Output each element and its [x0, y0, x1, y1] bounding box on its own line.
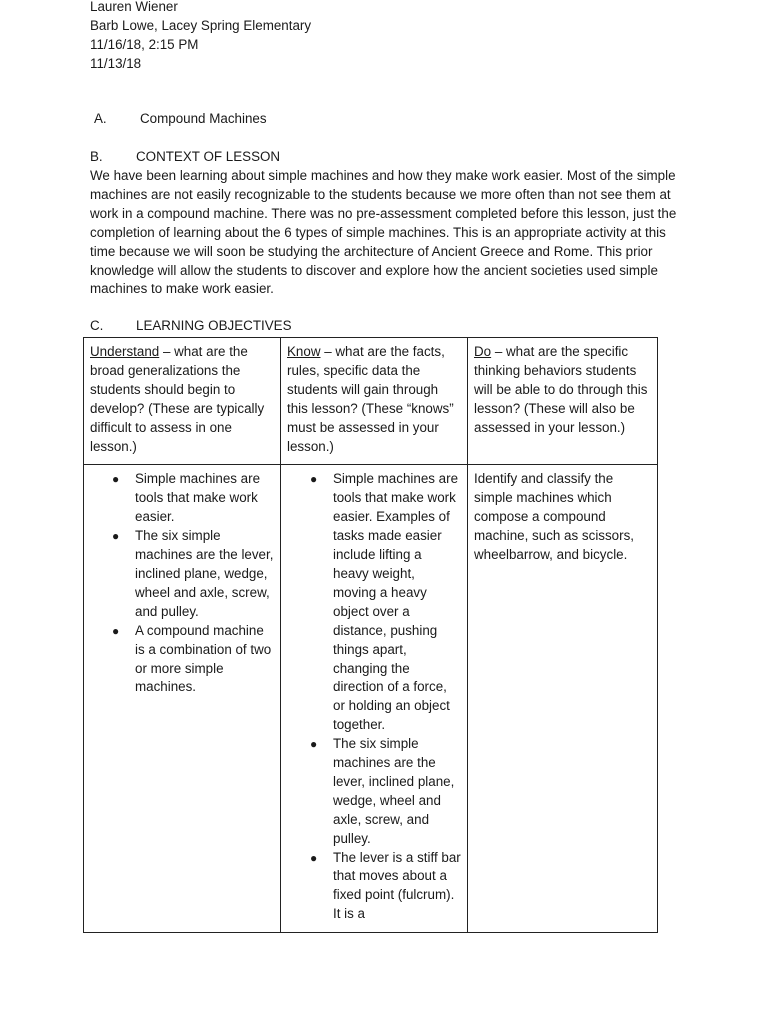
- section-c-letter: C.: [90, 318, 104, 333]
- list-item: ● A compound machine is a combination of two or more simple machines.: [112, 622, 272, 695]
- submission-date: 11/13/18: [90, 55, 142, 71]
- do-prompt: – what are the specific thinking behaviors students will be able to do through this lesson? (These will also be assessed in your lesson.): [474, 344, 648, 435]
- context-heading: CONTEXT OF LESSON: [136, 149, 281, 164]
- know-cell: [281, 465, 468, 933]
- bullet-icon: ●: [310, 737, 318, 752]
- bullet-icon: ●: [310, 472, 318, 487]
- lesson-title: Compound Machines: [140, 111, 267, 126]
- section-a-letter: A.: [94, 111, 107, 126]
- mentor-school: Barb Lowe, Lacey Spring Elementary: [90, 17, 312, 33]
- do-term: Do: [474, 344, 492, 359]
- understand-list: [90, 470, 274, 697]
- section-c-heading: [90, 317, 690, 336]
- section-a-heading: [94, 110, 694, 129]
- table-header-row: [84, 338, 658, 465]
- bullet-icon: ●: [112, 529, 120, 544]
- document-header: [90, 0, 690, 74]
- understand-prompt: – what are the broad generalizations the students should begin to develop? (These are typically difficult to assess in one lesson.): [90, 344, 265, 454]
- do-cell: Identify and classify the simple machines which compose a compound machine, such as scissors, wheelbarrow, and bicycle.: [468, 465, 658, 933]
- table-body-row: [84, 465, 658, 933]
- bullet-icon: ●: [310, 850, 318, 865]
- bullet-icon: ●: [112, 623, 120, 638]
- understand-term: Understand: [90, 344, 160, 359]
- author-name: Lauren Wiener: [90, 0, 178, 14]
- learning-objectives-table: [83, 337, 658, 933]
- know-list: [287, 470, 461, 924]
- understand-header-cell: [84, 338, 281, 465]
- bullet-icon: ●: [112, 472, 120, 487]
- list-item: ● The six simple machines are the lever, inclined plane, wedge, wheel and axle, screw, and pulley.: [112, 528, 274, 619]
- list-item: ● Simple machines are tools that make work easier.: [112, 471, 261, 525]
- section-b-letter: B.: [90, 149, 103, 164]
- list-item: ● Simple machines are tools that make work easier. Examples of tasks made easier include lifting a heavy weight, moving a heavy object over a distance, pushing things apart, changing the direction of a force, or holding an object together.: [310, 471, 459, 733]
- know-prompt: – what are the facts, rules, specific data the students will gain through this lesson? (These “knows” must be assessed in your lesson.): [287, 344, 454, 454]
- lesson-datetime: 11/16/18, 2:15 PM: [90, 36, 199, 52]
- do-header-cell: [468, 338, 658, 465]
- context-paragraph: We have been learning about simple machines and how they make work easier. Most of the simple machines are not easily recognizable to the students because we more often than not see them at work in a compound machine. There was no pre-assessment completed before this lesson, just the completion of learning about the 6 types of simple machines. This is an appropriate activity at this time because we will soon be studying the architecture of Ancient Greece and Rome. This prior knowledge will allow the students to discover and explore how the ancient societies used simple machines to make work easier.: [90, 168, 677, 297]
- section-b-heading: [90, 148, 690, 167]
- know-term: Know: [287, 344, 321, 359]
- know-header-cell: [281, 338, 468, 465]
- list-item: ● The lever is a stiff bar that moves about a fixed point (fulcrum). It is a: [310, 849, 461, 922]
- understand-cell: [84, 465, 281, 933]
- objectives-heading: LEARNING OBJECTIVES: [136, 318, 292, 333]
- list-item: ● The six simple machines are the lever, inclined plane, wedge, wheel and axle, screw, and pulley.: [310, 736, 455, 846]
